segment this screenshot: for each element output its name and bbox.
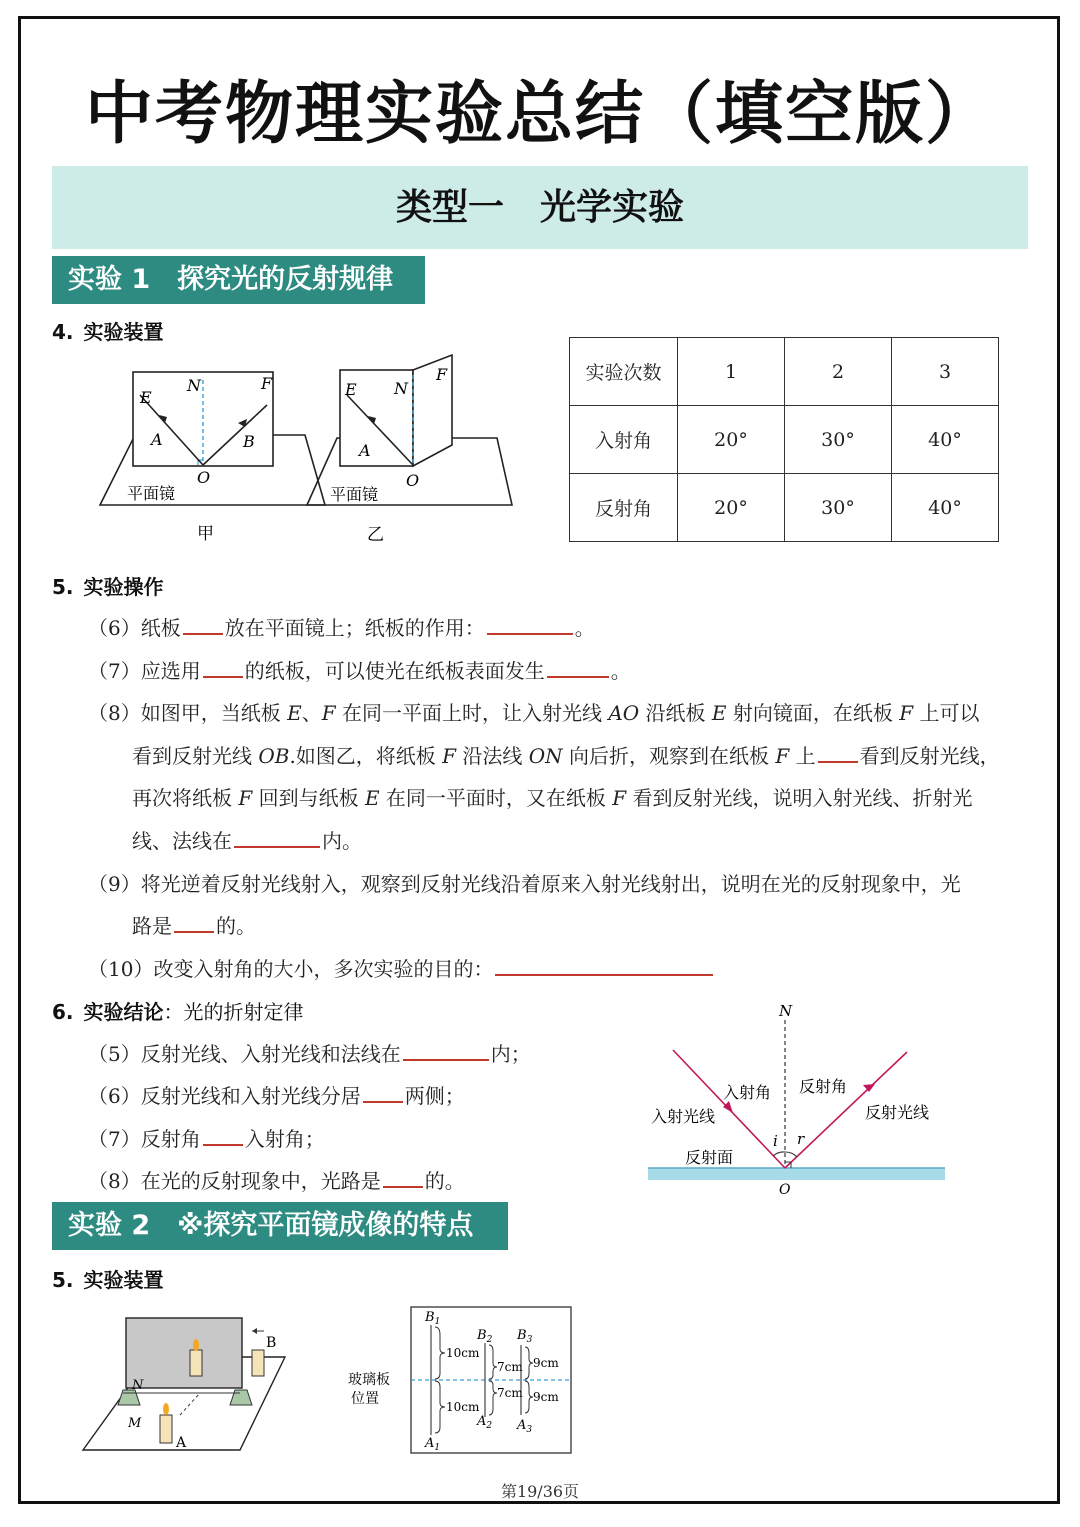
operation-8-line-3: 再次将纸板 F 回到与纸板 E 在同一平面时，又在纸板 F 看到反射光线，说明入射光线、折射光 [132,786,973,810]
label-dist-a2: 7cm [497,1386,523,1400]
fill-blank[interactable] [547,658,609,678]
label-O: O [406,471,420,490]
table-cell: 20° [678,474,785,542]
operation-9-line-1: （9）将光逆着反射光线射入，观察到反射光线沿着原来入射光线射出，说明在光的反射现象中，光 [88,872,961,896]
caption-yi: 乙 [367,525,384,545]
fill-blank[interactable] [363,1083,403,1103]
fill-blank[interactable] [487,615,573,635]
table-cell: 30° [785,406,892,474]
conclusion-7: （7）反射角 入射角； [88,1127,325,1151]
label-surface: 反射面 [685,1148,734,1167]
table-row [570,474,999,542]
label-B: B [243,432,255,451]
angle-data-table [569,337,999,542]
label-A2: $A_2$ [477,1414,493,1431]
section-5-operation: 5. 实验操作 [52,575,164,599]
table-cell: 入射角 [570,406,678,474]
label-A: A [359,441,371,460]
fill-blank[interactable] [203,1126,243,1146]
label-glass-1: 玻璃板 [348,1372,390,1388]
label-r: r [797,1130,805,1148]
label-N: N [394,379,408,398]
table-cell: 反射角 [570,474,678,542]
operation-8-line-2: 看到反射光线 OB.如图乙，将纸板 F 沿法线 ON 向后折，观察到在纸板 F 上 看到反射光线， [132,744,1000,768]
section-5-apparatus: 5. 实验装置 [52,1268,164,1292]
fill-blank[interactable] [174,913,214,933]
label-F: F [436,365,448,384]
figure-image-distances [345,1305,575,1455]
fill-blank[interactable] [234,828,320,848]
type-banner [52,166,1028,249]
label-dist-a1: 10cm [446,1400,480,1414]
conclusion-6: （6）反射光线和入射光线分居 两侧； [88,1084,465,1108]
label-M: M [128,1416,142,1431]
table-cell: 20° [678,406,785,474]
experiment-2-header: 实验 2 ※探究平面镜成像的特点 [52,1202,508,1250]
label-A3: $A_3$ [517,1418,533,1435]
section-6-conclusion: 6. 实验结论：光的折射定律 [52,1000,304,1024]
label-glass-2: 位置 [351,1391,379,1407]
label-dist-b2: 7cm [497,1360,523,1374]
conclusion-5: （5）反射光线、入射光线和法线在 内； [88,1042,531,1066]
label-O: O [197,468,211,487]
caption-jia: 甲 [197,524,214,544]
operation-10: （10）改变入射角的大小，多次实验的目的： [88,953,715,982]
page-number: 第19/36页 [500,1482,580,1501]
table-cell: 40° [892,406,999,474]
label-N: N [132,1378,144,1393]
label-A1: $A_1$ [425,1436,441,1453]
table-cell: 实验次数 [570,338,678,406]
page-title: 中考物理实验总结（填空版） [84,75,995,154]
fill-blank[interactable] [403,1041,489,1061]
table-cell: 3 [892,338,999,406]
label-reflect-ray: 反射光线 [865,1103,930,1122]
label-mirror: 平面镜 [330,485,379,504]
experiment-1-header: 实验 1 探究光的反射规律 [52,256,425,304]
fill-blank[interactable] [383,1168,423,1188]
label-O: O [779,1182,791,1198]
label-N: N [187,376,201,395]
table-cell: 1 [678,338,785,406]
label-dist-b3: 9cm [533,1356,559,1370]
figure-reflection-a [95,365,315,545]
conclusion-8: （8）在光的反射现象中，光路是 的。 [88,1169,465,1193]
table-row [570,406,999,474]
figure-plane-mirror-setup [80,1315,295,1455]
fill-blank[interactable] [203,658,243,678]
operation-9-line-2: 路是 的。 [132,914,256,938]
section-4-apparatus: 4. 实验装置 [52,320,164,344]
label-B2: $B_2$ [477,1328,493,1345]
label-i: i [773,1132,778,1150]
fill-blank[interactable] [183,615,223,635]
operation-8-line-4: 线、法线在 内。 [132,829,362,853]
type-banner-text: 类型一 光学实验 [395,187,684,228]
label-B: B [266,1335,277,1351]
label-B3: $B_3$ [517,1328,533,1345]
label-dist-a3: 9cm [533,1390,559,1404]
label-incident-ray: 入射光线 [651,1107,716,1126]
label-B1: $B_1$ [425,1310,441,1327]
fill-blank[interactable] [818,743,858,763]
figure-reflection-b [302,350,522,545]
operation-7: （7）应选用 的纸板，可以使光在纸板表面发生 。 [88,659,631,683]
table-row [570,338,999,406]
table-cell: 40° [892,474,999,542]
label-A: A [176,1435,187,1451]
label-N: N [779,1002,793,1020]
figure-reflection-law [645,1000,950,1198]
label-dist-b1: 10cm [446,1346,480,1360]
label-E: E [345,380,357,399]
label-mirror: 平面镜 [127,484,176,503]
label-A: A [151,430,163,449]
operation-6: （6）纸板 放在平面镜上；纸板的作用： 。 [88,616,595,640]
label-F: F [261,374,273,393]
label-incident-angle: 入射角 [723,1083,772,1102]
label-reflect-angle: 反射角 [799,1077,848,1096]
table-cell: 30° [785,474,892,542]
table-cell: 2 [785,338,892,406]
operation-8-line-1: （8）如图甲，当纸板 E、F 在同一平面上时，让入射光线 AO 沿纸板 E 射向镜面，在纸板 F 上可以 [88,701,980,725]
label-E: E [140,388,152,407]
fill-blank[interactable] [495,956,713,976]
